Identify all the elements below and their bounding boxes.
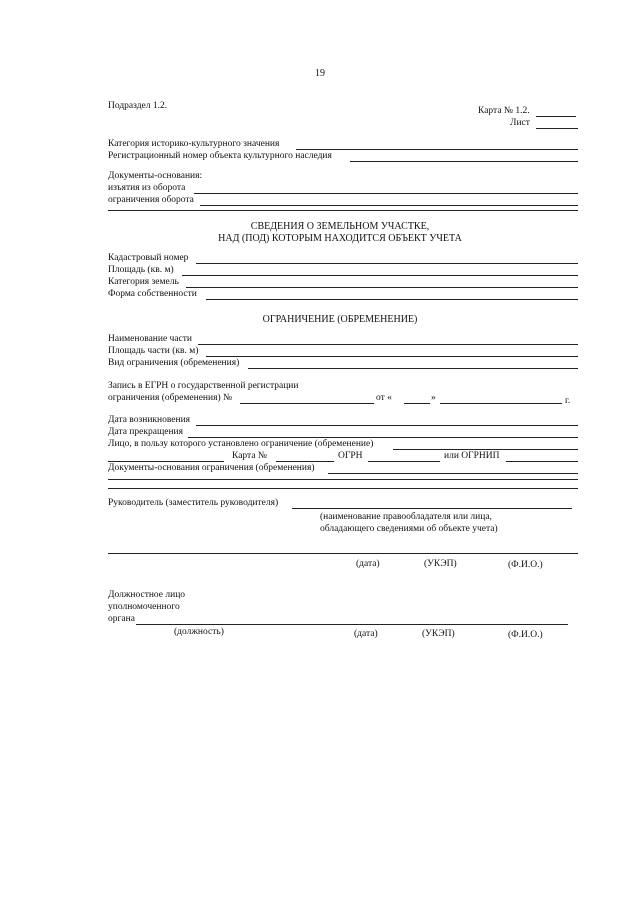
egrn-month-year-field[interactable] bbox=[440, 403, 562, 404]
official-signature-line[interactable] bbox=[136, 624, 568, 625]
egrn-year-label: г. bbox=[565, 396, 571, 406]
manager-note-line1: (наименование правообладателя или лица, bbox=[320, 512, 492, 522]
ogrnip-field[interactable] bbox=[506, 461, 578, 462]
beneficiary-field[interactable] bbox=[393, 449, 578, 450]
manager-label: Руководитель (заместитель руководителя) bbox=[108, 498, 279, 508]
official-position-caption: (должность) bbox=[174, 627, 224, 637]
official-label-line3: органа bbox=[108, 614, 135, 624]
beneficiary-card-label: Карта № bbox=[232, 451, 267, 461]
withdrawal-field[interactable] bbox=[194, 193, 578, 194]
beneficiary-label: Лицо, в пользу которого установлено ограничение (обременение) bbox=[108, 439, 374, 449]
cadastral-field[interactable] bbox=[196, 263, 578, 264]
sheet-number-field[interactable] bbox=[536, 128, 578, 129]
egrn-record-label-line1: Запись в ЕГРН о государственной регистрации bbox=[108, 381, 299, 391]
official-label-line2: уполномоченного bbox=[108, 602, 180, 612]
land-area-label: Площадь (кв. м) bbox=[108, 265, 174, 275]
ogrn-field[interactable] bbox=[368, 461, 440, 462]
card-label: Карта № 1.2. bbox=[478, 106, 530, 116]
egrn-from-label: от « bbox=[376, 393, 392, 403]
part-name-label: Наименование части bbox=[108, 334, 193, 344]
beneficiary-name-field[interactable] bbox=[108, 461, 224, 462]
page-number: 19 bbox=[315, 68, 325, 79]
basis-docs-extra-line-1[interactable] bbox=[108, 479, 578, 480]
heritage-reg-number-label: Регистрационный номер объекта культурного наследия bbox=[108, 151, 332, 161]
part-name-field[interactable] bbox=[198, 344, 578, 345]
land-title-line2: НАД (ПОД) КОТОРЫМ НАХОДИТСЯ ОБЪЕКТ УЧЕТА bbox=[218, 233, 462, 244]
basis-docs-label: Документы-основания ограничения (обременения) bbox=[108, 463, 315, 473]
cadastral-label: Кадастровый номер bbox=[108, 253, 189, 263]
ownership-field[interactable] bbox=[206, 299, 578, 300]
part-area-label: Площадь части (кв. м) bbox=[108, 346, 199, 356]
egrn-record-number-field[interactable] bbox=[240, 403, 374, 404]
manager-field[interactable] bbox=[292, 508, 572, 509]
egrn-quote-close: » bbox=[431, 393, 436, 403]
beneficiary-card-field[interactable] bbox=[276, 461, 334, 462]
manager-note-line2: обладающего сведениями об объекте учета) bbox=[320, 524, 498, 534]
land-title-line1: СВЕДЕНИЯ О ЗЕМЕЛЬНОМ УЧАСТКЕ, bbox=[250, 221, 430, 232]
ogrnip-label: или ОГРНИП bbox=[444, 451, 500, 461]
encumbrance-title: ОГРАНИЧЕНИЕ (ОБРЕМЕНЕНИЕ) bbox=[262, 314, 418, 325]
end-date-field[interactable] bbox=[188, 437, 578, 438]
start-date-field[interactable] bbox=[196, 425, 578, 426]
subsection-label: Подраздел 1.2. bbox=[108, 101, 168, 111]
egrn-record-label-line2: ограничения (обременения) № bbox=[108, 393, 233, 403]
heritage-category-label: Категория историко-культурного значения bbox=[108, 139, 280, 149]
ownership-label: Форма собственности bbox=[108, 289, 197, 299]
official-fio-caption: (Ф.И.О.) bbox=[508, 630, 543, 640]
part-area-field[interactable] bbox=[206, 356, 578, 357]
land-category-label: Категория земель bbox=[108, 277, 179, 287]
official-date-caption: (дата) bbox=[354, 629, 378, 639]
sheet-label: Лист bbox=[510, 118, 530, 128]
start-date-label: Дата возникновения bbox=[108, 415, 191, 425]
manager-signature-line[interactable] bbox=[108, 553, 578, 554]
encumbrance-type-field[interactable] bbox=[248, 368, 578, 369]
end-date-label: Дата прекращения bbox=[108, 427, 184, 437]
restriction-label: ограничения оборота bbox=[108, 195, 194, 205]
card-number-field[interactable] bbox=[536, 116, 576, 117]
manager-fio-caption: (Ф.И.О.) bbox=[508, 560, 543, 570]
basis-docs-field[interactable] bbox=[328, 473, 578, 474]
heritage-category-field[interactable] bbox=[296, 149, 578, 150]
encumbrance-type-label: Вид ограничения (обременения) bbox=[108, 358, 240, 368]
heritage-reg-number-field[interactable] bbox=[350, 161, 578, 162]
documents-extra-line[interactable] bbox=[108, 210, 578, 211]
official-label-line1: Должностное лицо bbox=[108, 590, 186, 600]
manager-ukep-caption: (УКЭП) bbox=[424, 559, 457, 569]
land-area-field[interactable] bbox=[182, 275, 578, 276]
documents-title: Документы-основания: bbox=[108, 171, 203, 181]
withdrawal-label: изъятия из оборота bbox=[108, 183, 186, 193]
ogrn-label: ОГРН bbox=[338, 451, 363, 461]
land-category-field[interactable] bbox=[186, 287, 578, 288]
basis-docs-extra-line-2[interactable] bbox=[108, 488, 578, 489]
egrn-day-field[interactable] bbox=[404, 403, 430, 404]
restriction-field[interactable] bbox=[200, 205, 578, 206]
official-ukep-caption: (УКЭП) bbox=[422, 629, 455, 639]
manager-date-caption: (дата) bbox=[356, 559, 380, 569]
